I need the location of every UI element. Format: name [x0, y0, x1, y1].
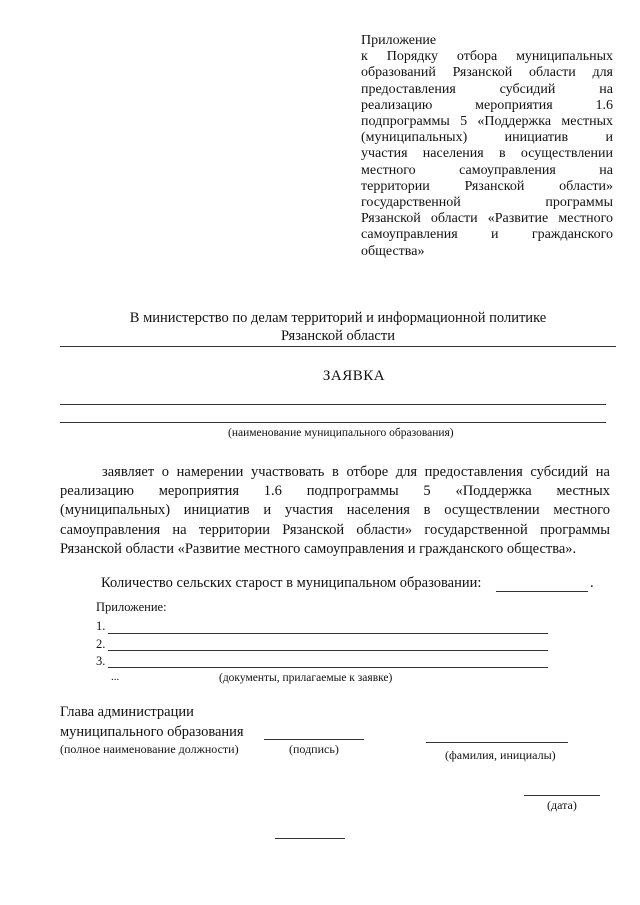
- appendix-line: предоставления субсидий на: [361, 81, 613, 97]
- annex-caption: (документы, прилагаемые к заявке): [219, 672, 393, 684]
- annex-item-field[interactable]: [108, 667, 548, 668]
- date-caption: (дата): [547, 798, 577, 812]
- appendix-line: к Порядку отбора муниципальных: [361, 49, 613, 65]
- appendix-line: местного самоуправления на: [361, 162, 613, 178]
- annex-item-number: 2.: [96, 637, 106, 651]
- municipality-field-line[interactable]: [60, 404, 606, 405]
- starosta-period: .: [590, 575, 594, 591]
- starosta-count-field[interactable]: [496, 591, 588, 592]
- addressee-line: В министерство по делам территорий и информационной политике: [129, 310, 547, 326]
- appendix-line: образований Рязанской области для: [361, 65, 613, 81]
- statement-paragraph: [60, 463, 610, 559]
- head-title-line: Глава администрации: [60, 704, 194, 720]
- annex-item-number: 1.: [96, 619, 106, 633]
- bottom-rule: [275, 838, 345, 839]
- annex-item-field[interactable]: [108, 650, 548, 651]
- municipality-field-line[interactable]: [60, 422, 606, 423]
- annex-item-number: 3.: [96, 654, 106, 668]
- appendix-line: Рязанской области «Развитие местного: [361, 211, 613, 227]
- appendix-line: участия населения в осуществлении: [361, 146, 613, 162]
- starosta-label: Количество сельских старост в муниципальном образовании:: [101, 575, 482, 591]
- appendix-line: подпрограммы 5 «Поддержка местных: [361, 114, 613, 130]
- annex-item-field[interactable]: [108, 633, 548, 634]
- addressee-underline: [60, 346, 616, 347]
- position-caption: (полное наименование должности): [60, 742, 239, 756]
- appendix-line: общества»: [361, 243, 425, 259]
- appendix-line: самоуправления и гражданского: [361, 227, 613, 243]
- annex-ellipsis: ...: [111, 671, 120, 683]
- statement-line: заявляет о намерении участвовать в отборе для предоставления субсидий на: [102, 464, 610, 480]
- statement-line: (муниципальных) инициатив и участия населения в осуществлении местного: [60, 502, 610, 519]
- appendix-line: Приложение: [361, 33, 437, 48]
- date-field[interactable]: [524, 795, 600, 796]
- name-field[interactable]: [426, 742, 568, 743]
- document-title: ЗАЯВКА: [322, 368, 386, 384]
- name-caption: (фамилия, инициалы): [445, 748, 556, 762]
- appendix-line: реализацию мероприятия 1.6: [361, 97, 613, 113]
- annex-heading: Приложение:: [96, 600, 167, 614]
- appendix-line: (муниципальных) инициатив и: [361, 130, 613, 146]
- appendix-block: [361, 33, 613, 260]
- signature-field[interactable]: [264, 739, 364, 740]
- addressee: [60, 309, 616, 345]
- statement-line: Рязанской области «Развитие местного самоуправления и гражданского общества».: [60, 540, 577, 557]
- statement-line: самоуправления на территории Рязанской области» государственной программы: [60, 521, 610, 538]
- municipality-caption: (наименование муниципального образования): [228, 427, 454, 439]
- statement-line: реализацию мероприятия 1.6 подпрограммы 5 «Поддержка местных: [60, 483, 610, 500]
- head-title-line: муниципального образования: [60, 724, 244, 740]
- appendix-line: территории Рязанской области»: [361, 178, 613, 194]
- starosta-count-label: [101, 575, 481, 592]
- addressee-line: Рязанской области: [281, 328, 395, 344]
- signature-caption: (подпись): [289, 742, 339, 756]
- appendix-line: государственной программы: [361, 195, 613, 211]
